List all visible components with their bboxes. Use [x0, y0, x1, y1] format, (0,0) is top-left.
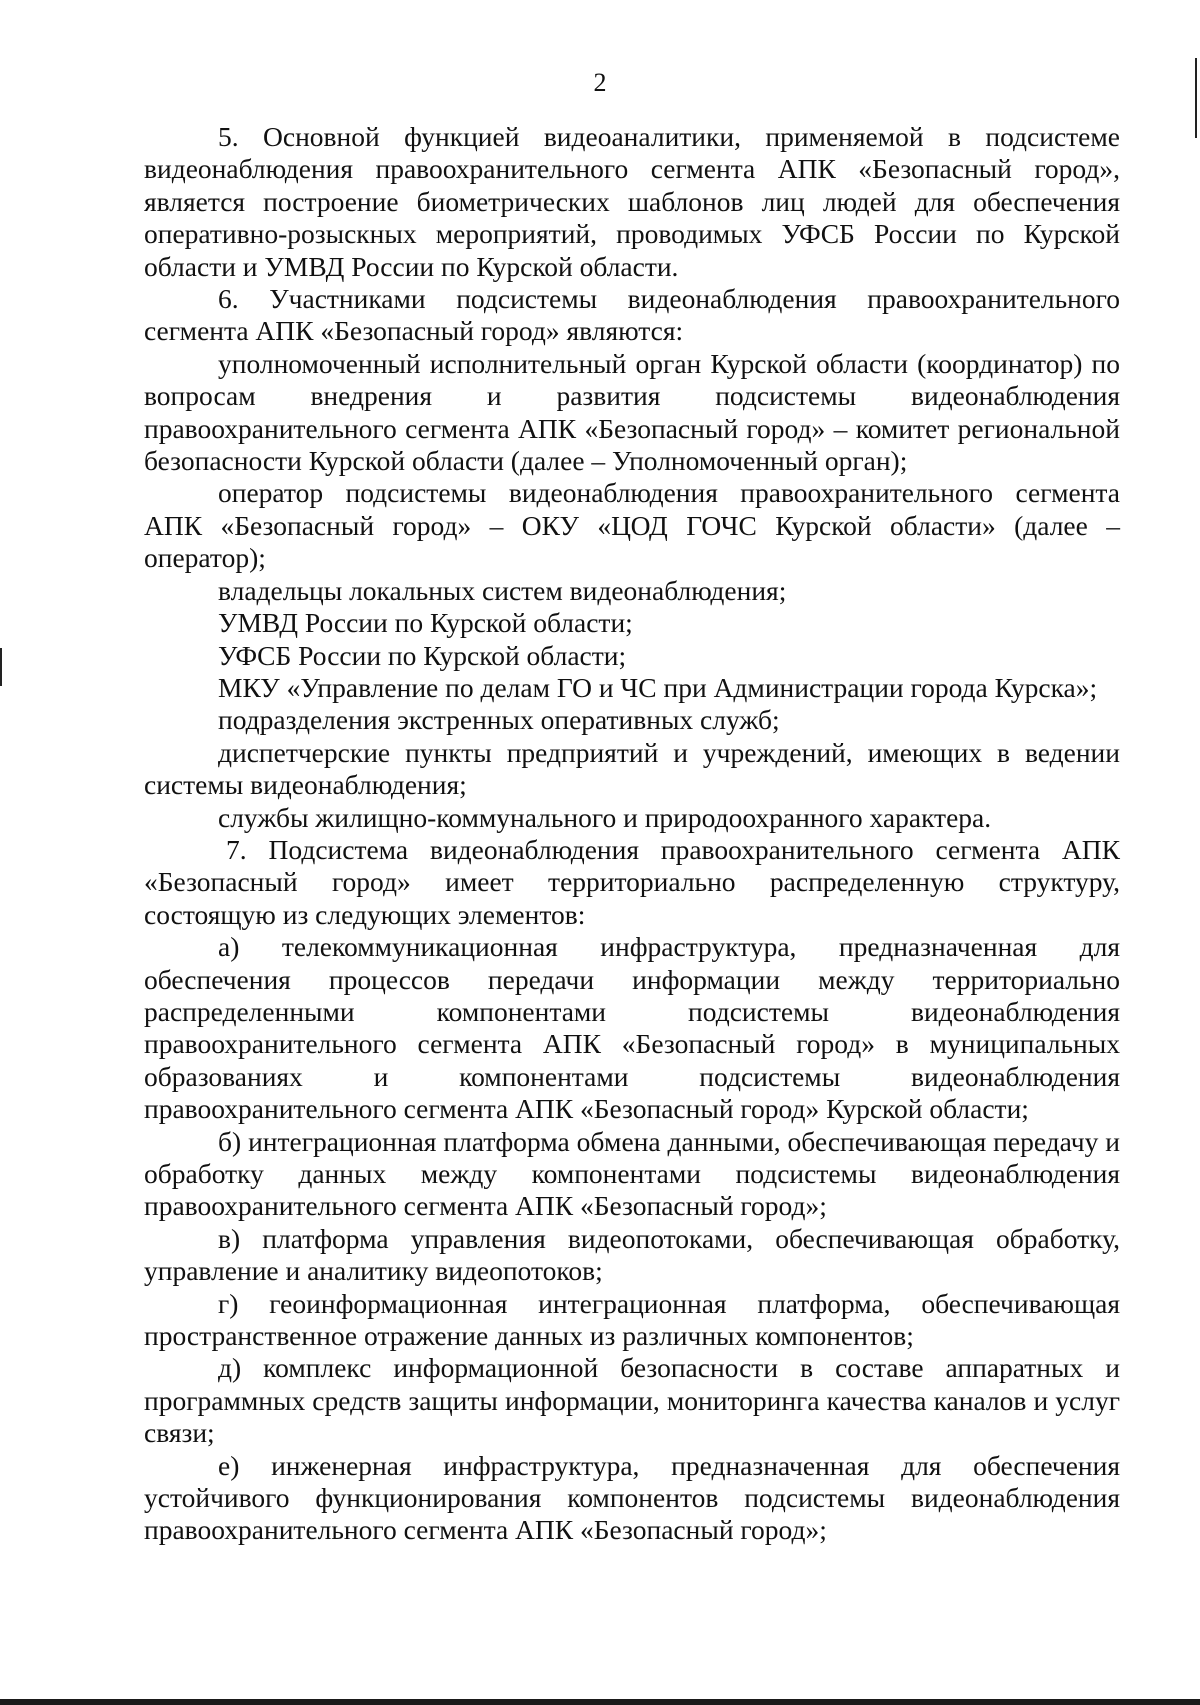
- element-d-security-complex: д) комплекс информационной безопасности в составе аппаратных и программных средств защиты информации, мониторинга качества каналов и услуг связи;: [144, 1352, 1120, 1449]
- paragraph-item-5: 5. Основной функцией видеоаналитики, применяемой в подсистеме видеонаблюдения правоохранительного сегмента АПК «Безопасный город», является построение биометрических шаблонов лиц людей для обеспечения оперативно-розыскных мероприятий, проводимых УФСБ России по Курской области и УМВД России по Курской области.: [144, 121, 1120, 282]
- element-g-geo-platform: г) геоинформационная интеграционная платформа, обеспечивающая пространственное отражение данных из различных компонентов;: [144, 1287, 1120, 1352]
- participant-dispatch-centers: диспетчерские пункты предприятий и учреждений, имеющих в ведении системы видеонаблюдения;: [144, 736, 1120, 801]
- page-number: 2: [593, 68, 607, 97]
- participant-umvd: УМВД России по Курской области;: [218, 607, 633, 639]
- element-e-engineering-infra: е) инженерная инфраструктура, предназначенная для обеспечения устойчивого функционирования компонентов подсистемы видеонаблюдения правоохранительного сегмента АПК «Безопасный город»;: [144, 1449, 1120, 1546]
- paragraph-item-6: 6. Участниками подсистемы видеонаблюдения правоохранительного сегмента АПК «Безопасный город» являются:: [144, 283, 1120, 347]
- scan-bottom-edge: [0, 1699, 1200, 1705]
- document-body: [144, 121, 1120, 1547]
- participant-local-system-owners: владельцы локальных систем видеонаблюдения;: [218, 574, 787, 606]
- participant-authorized-body: уполномоченный исполнительный орган Курской области (координатор) по вопросам внедрения и развития подсистемы видеонаблюдения правоохранительного сегмента АПК «Безопасный город» – комитет региональной безопасности Курской области (далее – Уполномоченный орган);: [144, 347, 1120, 477]
- participant-utility-services: службы жилищно-коммунального и природоохранного характера.: [218, 801, 992, 833]
- element-v-video-platform: в) платформа управления видеопотоками, обеспечивающая обработку, управление и аналитику видеопотоков;: [144, 1222, 1120, 1287]
- participant-ufsb: УФСБ России по Курской области;: [218, 639, 627, 671]
- participant-emergency-services: подразделения экстренных оперативных служб;: [218, 704, 780, 736]
- scan-edge-mark: [0, 648, 2, 686]
- paragraph-item-7: 7. Подсистема видеонаблюдения правоохранительного сегмента АПК «Безопасный город» имеет территориально распределенную структуру, состоящую из следующих элементов:: [144, 833, 1120, 930]
- participant-operator: оператор подсистемы видеонаблюдения правоохранительного сегмента АПК «Безопасный город» – ОКУ «ЦОД ГОЧС Курской области» (далее – оператор);: [144, 477, 1120, 574]
- scan-edge-mark: [1195, 58, 1197, 138]
- participant-mku: МКУ «Управление по делам ГО и ЧС при Администрации города Курска»;: [218, 671, 1098, 703]
- element-a-telecom: а) телекоммуникационная инфраструктура, предназначенная для обеспечения процессов передачи информации между территориально распределенными компонентами подсистемы видеонаблюдения правоохранительного сегмента АПК «Безопасный город» в муниципальных образованиях и компонентами подсистемы видеонаблюдения правоохранительного сегмента АПК «Безопасный город» Курской области;: [144, 931, 1120, 1125]
- element-b-integration-platform: б) интеграционная платформа обмена данными, обеспечивающая передачу и обработку данных между компонентами подсистемы видеонаблюдения правоохранительного сегмента АПК «Безопасный город»;: [144, 1125, 1120, 1222]
